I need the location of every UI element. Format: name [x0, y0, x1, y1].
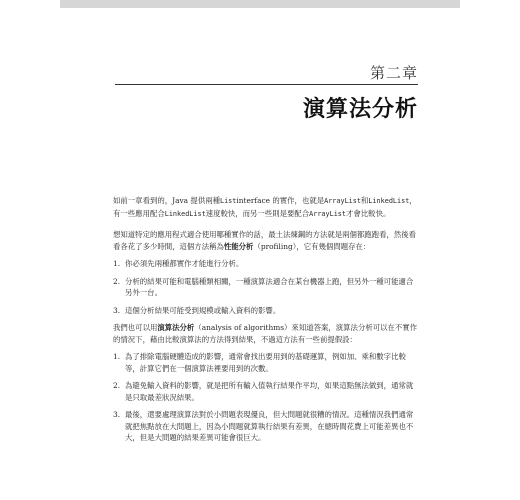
list-number: 2. [113, 276, 121, 286]
text-run: （analysis of algorithms）來知道答案，演算法分析可以在不實作的情況下，藉由比較演算法的方法得到結果，不過這方法有一些前提假設： [113, 323, 418, 344]
list-item-text: 最後，還要處理演算法對於小問題表現優良，但大問題就很糟的情況。這種情況我們通常就把焦點放在大問題上，因為小問題就算執行結果有差異，在總時間花費上可能差異也不大，但是大問題的結果差異可能會很巨大。 [125, 410, 414, 442]
assumptions-list [113, 351, 419, 444]
code-linkedlist: LinkedList [164, 209, 206, 218]
chapter-title: 演算法分析 [302, 97, 418, 122]
text-run: （profiling），它有幾個問題存在： [253, 241, 371, 251]
list-item [113, 351, 419, 374]
list-item-text: 為避免輸入資料的影響，就是把所有輸入值執行結果作平均，如果這點無法做到，通常就是只取最差狀況結果。 [125, 381, 414, 402]
text-run: ，有一些應用配合 [113, 196, 417, 218]
chapter-divider [115, 84, 418, 85]
profiling-issues-list [113, 258, 419, 316]
list-item [113, 409, 419, 444]
text-run: 才會比較快。 [346, 208, 391, 218]
list-number: 3. [113, 410, 121, 419]
list-item-text: 你必須先兩種都實作才能進行分析。 [125, 259, 244, 268]
text-run: 想知道特定的應用程式適合使用哪種實作的話，最土法煉鋼的方法就是兩個都跑跑看，然後看看各花了多少時間，這個方法稱為 [113, 230, 417, 251]
paragraph-profiling [113, 229, 419, 252]
list-item [113, 380, 419, 403]
chapter-number: 第二章 [369, 64, 418, 82]
list-item [113, 305, 419, 317]
paragraph-intro [113, 195, 419, 220]
text-run: 速度較快，而另一些則是要配合 [205, 208, 310, 218]
code-list: List [220, 197, 237, 205]
text-run: 我們也可以用 [113, 323, 158, 332]
code-linkedlist: LinkedList [368, 197, 410, 205]
term-profiling: 性能分析 [223, 241, 254, 251]
text-run: interface 的實作，也就是 [236, 196, 325, 205]
list-item-text: 這個分析結果可能受到規模或輸入資料的影響。 [125, 305, 281, 315]
term-analysis-of-algorithms: 演算法分析 [157, 323, 195, 332]
list-item-text: 分析的結果可能和電腦種類相關，一種演算法適合在某台機器上跑，但另外一種可能適合另外一台。 [125, 276, 414, 297]
list-number: 2. [113, 381, 121, 390]
paragraph-analysis [113, 322, 419, 345]
code-arraylist: ArrayList [324, 197, 361, 205]
top-header-band [60, 0, 460, 8]
list-item-text: 為了排除電腦硬體造成的影響，通常會找出要用到的基礎運算，例如加、乘和數字比較等，計算它們在一個演算法裡要用到的次數。 [125, 352, 406, 373]
list-item [113, 258, 419, 270]
list-item [113, 276, 419, 299]
list-number: 1. [113, 259, 121, 268]
list-number: 1. [113, 352, 121, 361]
body-text [113, 195, 419, 450]
code-arraylist: ArrayList [309, 209, 346, 218]
text-run: 和 [360, 196, 369, 205]
text-run: 如前一章看到的，Java 提供兩種 [113, 196, 220, 205]
list-number: 3. [113, 305, 121, 315]
